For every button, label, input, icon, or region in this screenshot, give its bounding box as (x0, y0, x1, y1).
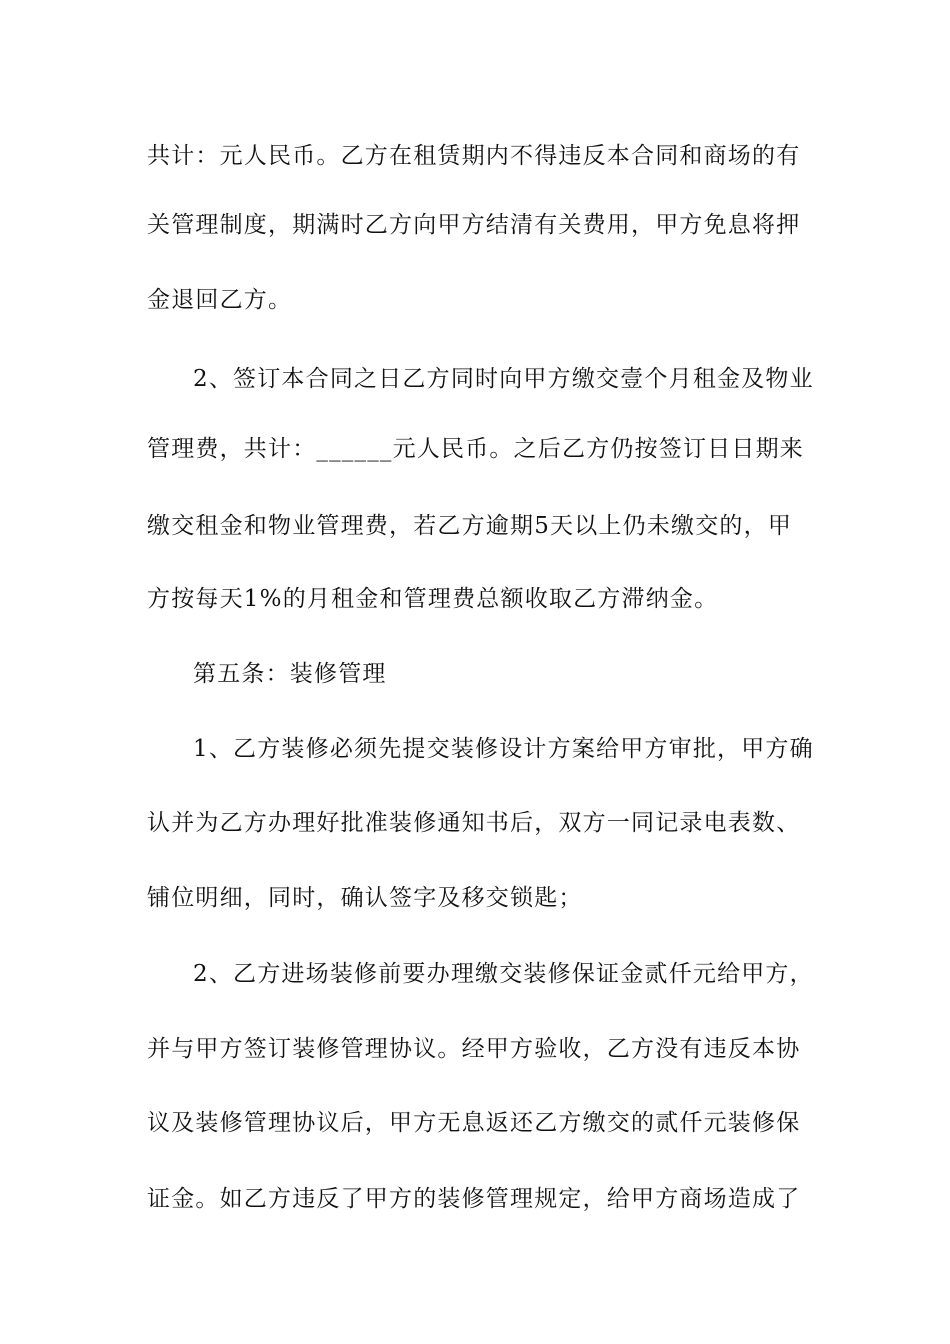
text-line: 认并为乙方办理好批准装修通知书后，双方一同记录电表数、 (147, 810, 801, 836)
text-line: 缴交租金和物业管理费，若乙方逾期5天以上仍未缴交的，甲 (147, 513, 793, 539)
paragraph-start-line: 1、乙方装修必须先提交装修设计方案给甲方审批，甲方确 (193, 736, 814, 762)
paragraph-start-line: 2、乙方进场装修前要办理缴交装修保证金贰仟元给甲方， (193, 961, 814, 987)
text-line: 议及装修管理协议后，甲方无息返还乙方缴交的贰仟元装修保 (147, 1110, 801, 1136)
text-line: 金退回乙方。 (147, 287, 293, 313)
text-line: 共计：元人民币。乙方在租赁期内不得违反本合同和商场的有 (147, 143, 801, 169)
text-line: 关管理制度，期满时乙方向甲方结清有关费用，甲方免息将押 (147, 212, 801, 238)
text-line: 证金。如乙方违反了甲方的装修管理规定，给甲方商场造成了 (147, 1186, 801, 1212)
text-line: 方按每天1%的月租金和管理费总额收取乙方滞纳金。 (147, 586, 719, 612)
paragraph-start-line: 2、签订本合同之日乙方同时向甲方缴交壹个月租金及物业 (193, 366, 814, 392)
section-heading: 第五条：装修管理 (193, 661, 387, 687)
text-line: 铺位明细，同时，确认签字及移交锁匙； (147, 885, 583, 911)
text-line: 并与甲方签订装修管理协议。经甲方验收，乙方没有违反本协 (147, 1036, 801, 1062)
text-line: 管理费，共计：______元人民币。之后乙方仍按签订日日期来 (147, 436, 804, 462)
